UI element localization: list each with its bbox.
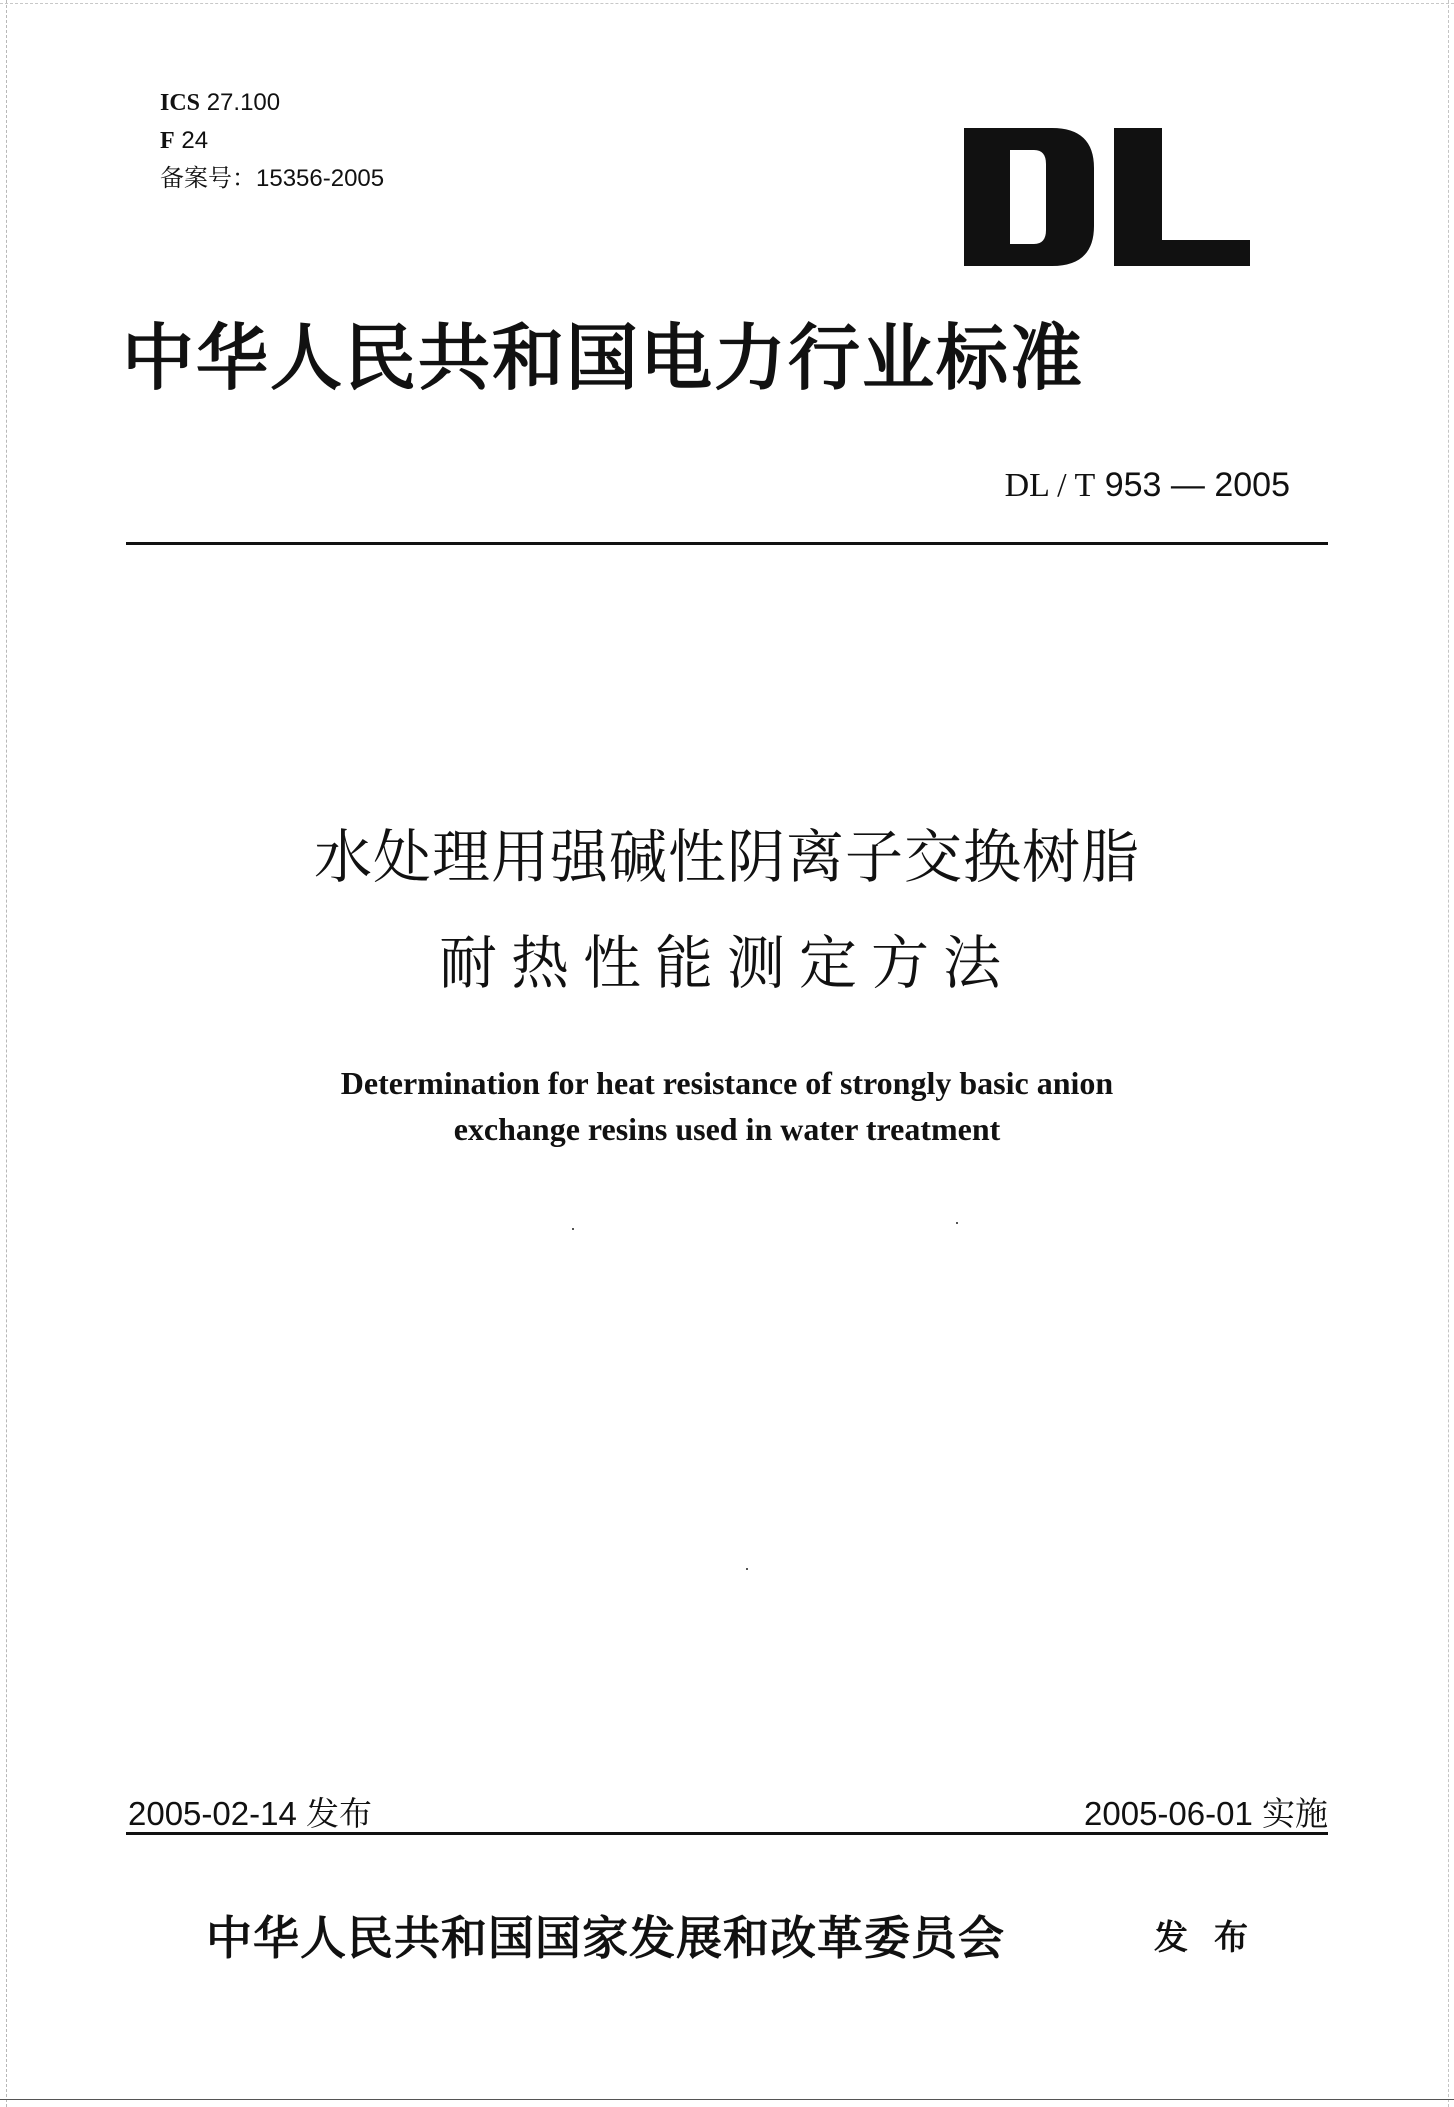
scan-edge-top bbox=[0, 3, 1454, 5]
title-en-line-1: Determination for heat resistance of strongly basic anion bbox=[340, 1065, 1114, 1101]
series-title: 中华人民共和国电力行业标准 bbox=[122, 315, 1085, 400]
publisher-name: 中华人民共和国国家发展和改革委员会 bbox=[206, 1911, 1005, 1965]
ics-value: 27.100 bbox=[206, 89, 281, 116]
title-cn-line-2: 耐热性能测定方法 bbox=[438, 929, 1015, 997]
scan-edge-right bbox=[1448, 0, 1450, 2107]
classification-codes bbox=[160, 84, 384, 197]
scan-edge-left bbox=[6, 0, 8, 2107]
standard-number bbox=[1005, 466, 1290, 505]
scan-edge-bottom bbox=[0, 2099, 1454, 2101]
filing-number-line bbox=[160, 160, 384, 197]
standard-number-prefix: DL / T bbox=[1004, 467, 1096, 504]
ccs-code bbox=[160, 122, 384, 160]
footer-divider bbox=[126, 1832, 1328, 1835]
filing-label: 备案号： bbox=[160, 165, 256, 192]
ics-code bbox=[160, 84, 384, 122]
title-en-line-2: exchange resins used in water treatment bbox=[453, 1111, 1001, 1147]
filing-number: 15356-2005 bbox=[256, 165, 385, 192]
title-cn-line-1: 水处理用强碱性阴离子交换树脂 bbox=[313, 823, 1140, 891]
ccs-value: 24 bbox=[181, 127, 209, 154]
issue-date: 2005-02-14 发布 bbox=[128, 1795, 372, 1832]
publisher-action: 发布 bbox=[1154, 1918, 1274, 1958]
scan-speck bbox=[746, 1568, 748, 1570]
scan-speck bbox=[956, 1222, 958, 1224]
ccs-prefix: F bbox=[160, 128, 175, 154]
ics-prefix: ICS bbox=[160, 90, 201, 116]
header-divider bbox=[126, 542, 1328, 545]
dl-logo bbox=[964, 128, 1250, 266]
standard-number-value: 953 — 2005 bbox=[1104, 466, 1290, 504]
effective-date: 2005-06-01 实施 bbox=[1084, 1795, 1328, 1832]
scan-speck bbox=[572, 1228, 574, 1230]
